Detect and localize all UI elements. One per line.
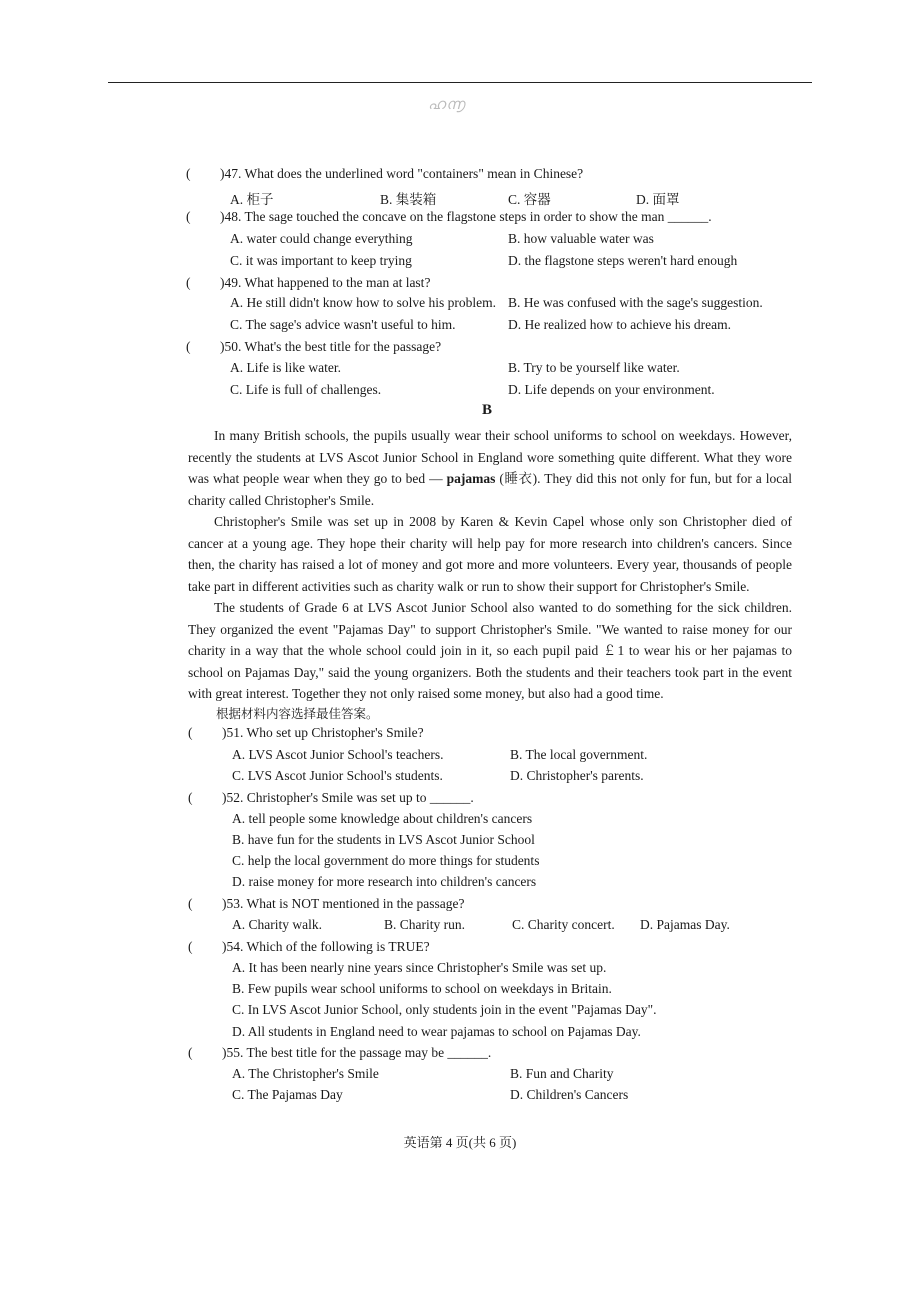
option-53c[interactable]: C. Charity concert.: [512, 917, 615, 932]
question-stem: )48. The sage touched the concave on the flagstone steps in order to show the man ______.: [220, 209, 712, 224]
option-51b[interactable]: B. The local government.: [510, 747, 648, 762]
option-50a[interactable]: A. Life is like water.: [230, 360, 341, 375]
option-54c[interactable]: C. In LVS Ascot Junior School, only students join in the event "Pajamas Day".: [232, 1002, 657, 1017]
question-stem: )55. The best title for the passage may be ______.: [222, 1045, 492, 1060]
answer-bracket[interactable]: (: [188, 790, 193, 805]
question-51: [188, 725, 424, 741]
question-49: [186, 275, 430, 291]
question-48: [186, 209, 712, 225]
keyword-pajamas: pajamas: [446, 471, 496, 486]
option-55a[interactable]: A. The Christopher's Smile: [232, 1066, 379, 1081]
option-47c[interactable]: C. 容器: [508, 192, 551, 207]
option-55c[interactable]: C. The Pajamas Day: [232, 1087, 343, 1102]
option-51d[interactable]: D. Christopher's parents.: [510, 768, 644, 783]
question-stem: )52. Christopher's Smile was set up to ______.: [222, 790, 474, 805]
option-49b[interactable]: B. He was confused with the sage's suggestion.: [508, 295, 763, 310]
option-54b[interactable]: B. Few pupils wear school uniforms to school on weekdays in Britain.: [232, 981, 612, 996]
question-stem: )49. What happened to the man at last?: [220, 275, 431, 290]
answer-bracket[interactable]: (: [186, 339, 191, 354]
option-55b[interactable]: B. Fun and Charity: [510, 1066, 614, 1081]
answer-bracket[interactable]: (: [188, 939, 193, 954]
option-50c[interactable]: C. Life is full of challenges.: [230, 382, 382, 397]
answer-bracket[interactable]: (: [188, 896, 193, 911]
option-52a[interactable]: A. tell people some knowledge about children's cancers: [232, 811, 533, 826]
option-55d[interactable]: D. Children's Cancers: [510, 1087, 629, 1102]
option-52b[interactable]: B. have fun for the students in LVS Ascot Junior School: [232, 832, 535, 847]
question-stem: )54. Which of the following is TRUE?: [222, 939, 430, 954]
option-47b[interactable]: B. 集装箱: [380, 192, 437, 207]
passage-paragraph-2: Christopher's Smile was set up in 2008 by Karen & Kevin Capel whose only son Christopher died of cancer at a young age. They hope their charity will help pay for more research into children's cancers. Since then, the charity has raised a lot of money and got more and more volunteers. Every year, thousands of people take part in different activities such as charity walk or run to show their support for Christopher's Smile.: [188, 514, 792, 594]
option-48c[interactable]: C. it was important to keep trying: [230, 253, 412, 268]
answer-bracket[interactable]: (: [186, 209, 191, 224]
answer-bracket[interactable]: (: [188, 1045, 193, 1060]
question-50: [186, 339, 441, 355]
question-47: [186, 166, 583, 182]
question-52: [188, 790, 474, 806]
option-49a[interactable]: A. He still didn't know how to solve his problem.: [230, 295, 497, 310]
answer-bracket[interactable]: (: [188, 725, 193, 740]
section-heading: B: [482, 402, 493, 418]
option-52c[interactable]: C. help the local government do more things for students: [232, 853, 540, 868]
top-rule: [108, 82, 812, 83]
option-49d[interactable]: D. He realized how to achieve his dream.: [508, 317, 732, 332]
option-51a[interactable]: A. LVS Ascot Junior School's teachers.: [232, 747, 444, 762]
option-47a[interactable]: A. 柜子: [230, 192, 274, 207]
answer-bracket[interactable]: (: [186, 166, 191, 181]
passage-paragraph-1: [188, 425, 792, 511]
option-48d[interactable]: D. the flagstone steps weren't hard enough: [508, 253, 738, 268]
option-54a[interactable]: A. It has been nearly nine years since Christopher's Smile was set up.: [232, 960, 607, 975]
handwritten-mark: ഹ൬: [428, 97, 466, 113]
page-footer: 英语第 4 页(共 6 页): [403, 1135, 517, 1150]
option-50d[interactable]: D. Life depends on your environment.: [508, 382, 715, 397]
question-stem: )50. What's the best title for the passage?: [220, 339, 442, 354]
option-53a[interactable]: A. Charity walk.: [232, 917, 322, 932]
question-stem: )47. What does the underlined word "containers" mean in Chinese?: [220, 166, 584, 181]
option-53b[interactable]: B. Charity run.: [384, 917, 465, 932]
option-52d[interactable]: D. raise money for more research into children's cancers: [232, 874, 537, 889]
paragraph-text: In many British schools, the pupils usually wear their school uniforms to school on weekdays. However, recently the students at LVS Ascot Junior School in England wore something quite different. What they wore was what people wear when they go to bed —: [188, 428, 792, 486]
question-stem: )51. Who set up Christopher's Smile?: [222, 725, 424, 740]
question-55: [188, 1045, 491, 1061]
option-48a[interactable]: A. water could change everything: [230, 231, 413, 246]
option-50b[interactable]: B. Try to be yourself like water.: [508, 360, 680, 375]
paragraph-text: (睡衣). They did this not only for fun, but for a local charity called Christopher's Smile.: [188, 471, 792, 508]
option-53d[interactable]: D. Pajamas Day.: [640, 917, 730, 932]
question-53: [188, 896, 464, 912]
option-48b[interactable]: B. how valuable water was: [508, 231, 654, 246]
question-54: [188, 939, 430, 955]
passage-paragraph-3: The students of Grade 6 at LVS Ascot Junior School also wanted to do something for the sick children. They organized the event "Pajamas Day" to support Christopher's Smile. "We wanted to raise money for our charity in a way that the whole school could join in it, so each pupil paid ￡1 to wear his or her pajamas to school on Pajamas Day," said the young organizers. Both the students and their teachers took part in the event with great interest. Together they not only raised some money, but also had a good time.: [188, 600, 792, 701]
instruction-text: 根据材料内容选择最佳答案。: [216, 706, 379, 721]
option-54d[interactable]: D. All students in England need to wear pajamas to school on Pajamas Day.: [232, 1024, 641, 1039]
option-49c[interactable]: C. The sage's advice wasn't useful to him.: [230, 317, 456, 332]
question-stem: )53. What is NOT mentioned in the passage?: [222, 896, 465, 911]
option-51c[interactable]: C. LVS Ascot Junior School's students.: [232, 768, 443, 783]
option-47d[interactable]: D. 面罩: [636, 192, 680, 207]
answer-bracket[interactable]: (: [186, 275, 191, 290]
